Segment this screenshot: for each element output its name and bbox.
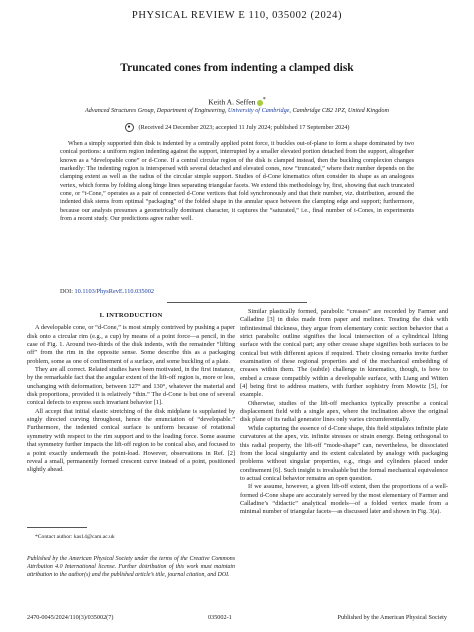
running-head: PHYSICAL REVIEW E 110, 035002 (2024) — [131, 10, 343, 21]
body-paragraph: A developable cone, or “d-Cone,” is most simply contrived by pushing a paper disk onto a circular rim (e.g., a cup) by means of a point force—a pencil, in the case of Fig. 1. Around two-thirds of the disk indents, with the remainder “lifting off” from the rim in the opposite sense. Some describe this as a packaging problem, some as one of confinement of a surface, and some buckling of a plate. — [27, 324, 235, 365]
doi-link[interactable]: 10.1103/PhysRevE.110.035002 — [74, 288, 154, 295]
abstract-divider — [167, 302, 307, 303]
received-dates — [0, 123, 474, 132]
affiliation-suffix: , Cambridge CB2 1PZ, United Kingdom — [289, 107, 389, 114]
section-heading: I. INTRODUCTION — [99, 312, 163, 319]
doi-line — [60, 288, 154, 295]
license-notice: Published by the American Physical Society under the terms of the Creative Commons Attribution 4.0 International license. Further distribution of this work must maintain attribution to the author(s) and the published article’s title, journal citation, and DOI. — [27, 556, 235, 579]
left-column — [27, 308, 235, 475]
right-column — [240, 308, 448, 517]
author-name[interactable]: Keith A. Seffen — [208, 97, 256, 107]
paper-title: Truncated cones from indenting a clamped disk — [120, 62, 354, 74]
footer-page-number: 035002-1 — [208, 614, 232, 621]
abstract: When a simply supported thin disk is indented by a centrally applied point force, it buckles out-of-plane to form a shape dominated by two conical portions: a uniform region indenting against the support, interrupted by a smaller elevated portion detached from the support, altogether known as a “developable cone” or d-Cone. If a central circular region of the disk is clamped instead, then the buckling complexion changes markedly: The indenting region is interspersed with several detached and elevated cones, now “truncated,” where their number depends on the clamping extent as well as the radius of the circular simple support. Studies of d-Cone kinematics often consider its shape as an analogous vertex, which forms by folding along hinge lines separating triangular facets. We extend this methodology by, first, showing that each truncated cone, or “t-Cone,” operates as a pair of connected d-Cone vertices that fold synchronously and that their number, viz. distribution, around the indented disk stems from optimal “packaging” of the folded shape in the annular space between the clamping edge and support; furthermore, because our analysis presumes a geometrically dominant character, it captures the “saturated,” i.e., final number of t-Cones, in experiments from a recent study. Our predictions agree rather well. — [60, 141, 414, 223]
footer-issn: 2470-0045/2024/110(3)/035002(7) — [27, 614, 114, 621]
author-marker: * — [262, 96, 266, 103]
author-line — [0, 96, 474, 107]
affiliation-link[interactable]: University of Cambridge — [227, 107, 290, 114]
body-paragraph: They are all correct. Related studies have been motivated, in the first instance, by the remarkable fact that the angular extent of the lift-off region is, more or less, unchanging with deformation, between 127° and 130°, whatever the material and disk proportions, provided it is relatively “thin.” The d-Cone is but one of several conical defects to express such invariant behavior [1]. — [27, 366, 235, 407]
publication-history-icon[interactable]: ● — [125, 123, 134, 132]
body-paragraph: Otherwise, studies of the lift-off mechanics typically prescribe a conical displacement field with a single apex, where the inclination above the original disk plane of its radial generator lines only varies circumferentially. — [240, 399, 448, 424]
footnote-divider — [27, 527, 87, 528]
contact-footnote: *Contact author: kas14@cam.ac.uk — [35, 534, 115, 540]
body-paragraph: Similar plastically formed, parabolic “creases” are recorded by Farmer and Calladine [3] in disks made from paper and melinex. Treating the disk with infinitesimal thickness, they argue from elementary conic section behavior that a strict parabolic outline signifies the local intersection of a cylindrical lifting surface with the conical part; any other crease shape signifies both surfaces to be conical but with different apices if required. Their closing remarks invite further examination of these regional properties and of the mechanical embedding of creases within them. The (subtle) challenge in kinematics, though, is how to embed a crease compatibly within a developable surface, with Liang and Witten [4] being first to address matters, with further sophistry from Mowitz [5], for example. — [240, 308, 448, 399]
body-paragraph: If we assume, however, a given lift-off extent, then the proportions of a well-formed d-Cone shape are accurately served by the most elementary of Farmer and Calladine’s “didactic” analytical models—of a folded vertex made from a minimal number of triangular facets—as discussed later and shown in Fig. 3(a). — [240, 483, 448, 516]
body-paragraph: All accept that initial elastic stretching of the disk midplane is supplanted by singly directed curving throughout, hence the enunciation of “developable.” Furthermore, the indented conical surface is uniform because of rotational symmetry with respect to the rim support and to the loading force. Some assume that symmetry further impacts the lift-off region to be conical also, and focused to a point exactly underneath the point-load. However, observations in Ref. [2] reveal a small, permanently formed crescent curve instead of a point, positioned slightly ahead. — [27, 407, 235, 474]
doi-label: DOI: — [60, 288, 75, 295]
received-text: (Received 24 December 2023; accepted 11 July 2024; published 17 September 2024) — [138, 123, 350, 131]
footer-publisher: Published by the American Physical Society — [337, 614, 447, 621]
body-paragraph: While capturing the essence of d-Cone shape, this field stipulates infinite plate curvatures at the apex, viz. infinite stresses or strain energy. Being orthogonal to this radial property, the lift-off “mode-shape” can, nevertheless, be dissociated from the local singularity and its extent calculated by analogy with packaging problems without singular properties, e.g., rings and cylinders placed under confinement [6]. Such insight is invaluable but the formal mechanical equivalence to actual conical behavior remains an open question. — [240, 424, 448, 482]
affiliation — [0, 107, 474, 114]
affiliation-prefix: Advanced Structures Group, Department of Engineering, — [85, 107, 228, 114]
